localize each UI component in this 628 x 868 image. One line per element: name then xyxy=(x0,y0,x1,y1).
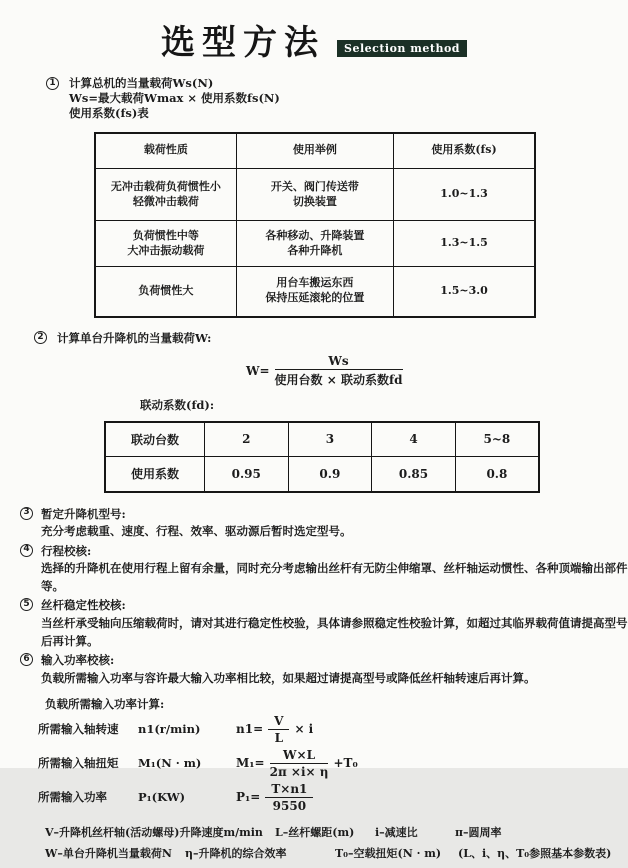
cell-load-nature: 负荷惯性大 xyxy=(95,267,236,317)
cell-units-value: 4 xyxy=(372,422,456,457)
col-header-usage-example: 使用举例 xyxy=(236,133,393,169)
cell-line: 开关、阀门传送带 xyxy=(270,179,359,193)
fraction-numerator: V xyxy=(268,714,289,730)
cell-usage-example xyxy=(236,221,393,267)
section-1-table-caption: 使用系数(fs)表 xyxy=(69,106,149,121)
section-2-heading xyxy=(34,330,628,346)
formula-lhs: n1= xyxy=(236,722,264,737)
cell-load-nature xyxy=(95,169,236,221)
cell-usage-example xyxy=(236,267,393,317)
table-row xyxy=(105,457,539,492)
legend-item-l: L–丝杆螺距(m) xyxy=(275,826,355,840)
cell-line: 切换装置 xyxy=(292,194,337,208)
cell-factor-value: 0.85 xyxy=(372,457,456,492)
section-6 xyxy=(20,652,628,687)
col-header-load-nature: 载荷性质 xyxy=(95,133,236,169)
cell-units-value: 5~8 xyxy=(455,422,539,457)
power-label: 所需输入功率 xyxy=(38,790,107,805)
cell-line: 各种升降机 xyxy=(287,243,343,257)
service-factor-table xyxy=(94,132,536,318)
cell-factor-value: 0.9 xyxy=(288,457,372,492)
power-formula xyxy=(236,782,318,813)
cell-line: 无冲击载荷负荷惯性小 xyxy=(110,179,221,193)
power-symbol: P₁(KW) xyxy=(138,790,186,805)
legend-item-reference-note: (L、i、η、T₀参照基本参数表) xyxy=(458,847,612,861)
fraction-numerator: Ws xyxy=(275,354,403,370)
cell-line: 各种移动、升降装置 xyxy=(265,228,365,242)
col-header-service-factor: 使用系数(fs) xyxy=(394,133,536,169)
circled-number-3: 3 xyxy=(20,507,33,520)
cell-line: 轻微冲击载荷 xyxy=(132,194,199,208)
fraction-denominator: 2π ×i× η xyxy=(269,764,329,779)
symbol-legend xyxy=(0,824,628,868)
formula-lhs: M₁= xyxy=(236,756,265,771)
section-body: 选择的升降机在使用行程上留有余量，同时充分考虑输出丝杆有无防尘伸缩罩、丝杆轴运动惯性、各种顶端输出部件等。 xyxy=(41,560,628,593)
section-title: 暂定升降机型号: xyxy=(41,506,126,521)
power-row-torque xyxy=(38,746,628,780)
selection-method-badge: Selection method xyxy=(337,40,467,57)
legend-item-i: i–减速比 xyxy=(375,826,418,840)
fraction-denominator: 9550 xyxy=(272,798,307,813)
table-row xyxy=(95,267,535,317)
cell-factor-value: 0.95 xyxy=(204,457,288,492)
circled-number-6: 6 xyxy=(20,653,33,666)
cell-factor-value: 1.5~3.0 xyxy=(394,267,536,317)
header xyxy=(0,0,628,63)
section-1-title: 计算总机的当量载荷Ws(N) xyxy=(69,76,214,90)
legend-item-pi: π–圆周率 xyxy=(455,826,502,840)
equivalent-load-formula xyxy=(246,354,628,388)
fraction-denominator: L xyxy=(274,730,284,745)
fraction-numerator: T×n1 xyxy=(265,782,313,798)
fraction xyxy=(270,748,329,779)
formula-suffix: × i xyxy=(294,722,314,737)
section-title: 输入功率校核: xyxy=(41,653,115,668)
legend-item-v: V–升降机丝杆轴(活动螺母)升降速度m/min xyxy=(45,826,263,840)
coupling-factor-label: 联动系数(fd): xyxy=(140,397,215,412)
formula-suffix: +T₀ xyxy=(333,756,358,771)
section-1-heading xyxy=(46,76,628,91)
table-row xyxy=(95,169,535,221)
circled-number-2: 2 xyxy=(34,331,47,344)
section-body: 充分考虑载重、速度、行程、效率、驱动源后暂时选定型号。 xyxy=(41,523,352,538)
power-symbol: n1(r/min) xyxy=(138,722,201,737)
page-title: 选型方法 xyxy=(161,23,325,63)
cell-line: 用台车搬运东西 xyxy=(276,276,354,290)
cell-line: 负荷惯性中等 xyxy=(132,228,199,242)
cell-factor-label: 使用系数 xyxy=(105,457,204,492)
cell-units-value: 2 xyxy=(204,422,288,457)
formula-lhs: W= xyxy=(246,363,270,378)
fraction xyxy=(275,354,403,388)
legend-item-w: W–单台升降机当量载荷N xyxy=(45,847,172,861)
table-header-row xyxy=(95,133,535,169)
cell-line: 保持压延滚轮的位置 xyxy=(265,291,365,305)
power-calc-title: 负载所需输入功率计算: xyxy=(45,697,165,712)
section-3 xyxy=(20,506,628,541)
sections-3-6 xyxy=(20,506,628,688)
cell-factor-value: 0.8 xyxy=(455,457,539,492)
circled-number-1: 1 xyxy=(46,77,59,90)
section-title: 行程校核: xyxy=(41,543,92,558)
section-body: 负载所需输入功率与容许最大输入功率相比较，如果超过请提高型号或降低丝杆轴转速后再计算。 xyxy=(41,670,536,685)
section-body: 当丝杆承受轴向压缩载荷时，请对其进行稳定性校验，具体请参照稳定性校验计算，如超过其临界载荷值请提高型号后再计算。 xyxy=(41,615,628,648)
legend-item-t0: T₀–空载扭矩(N · m) xyxy=(335,847,442,861)
cell-factor-value: 1.0~1.3 xyxy=(394,169,536,221)
torque-formula xyxy=(236,748,358,779)
table-row xyxy=(95,221,535,267)
cell-units-label: 联动台数 xyxy=(105,422,204,457)
fraction xyxy=(265,782,313,813)
section-title: 丝杆稳定性校核: xyxy=(41,598,126,613)
circled-number-5: 5 xyxy=(20,598,33,611)
fraction-denominator: 使用台数 × 联动系数fd xyxy=(274,372,403,387)
cell-factor-value: 1.3~1.5 xyxy=(394,221,536,267)
power-row-power xyxy=(38,780,628,814)
cell-usage-example xyxy=(236,169,393,221)
section-1 xyxy=(46,76,628,122)
power-row-speed xyxy=(38,712,628,746)
section-4 xyxy=(20,543,628,596)
fraction-numerator: W×L xyxy=(270,748,329,764)
section-1-formula-text: Ws=最大载荷Wmax × 使用系数fs(N) xyxy=(69,91,280,106)
legend-item-eta: η–升降机的综合效率 xyxy=(185,847,287,861)
power-symbol: M₁(N · m) xyxy=(138,756,202,771)
table-row xyxy=(105,422,539,457)
section-2-title: 计算单台升降机的当量载荷W: xyxy=(57,330,212,345)
cell-line: 大冲击振动载荷 xyxy=(127,243,205,257)
cell-units-value: 3 xyxy=(288,422,372,457)
speed-formula xyxy=(236,714,313,745)
cell-load-nature xyxy=(95,221,236,267)
section-5 xyxy=(20,597,628,650)
power-label: 所需输入轴转速 xyxy=(38,722,119,737)
section-heading xyxy=(20,652,628,669)
coupling-factor-table xyxy=(104,421,540,493)
circled-number-4: 4 xyxy=(20,544,33,557)
section-heading xyxy=(20,597,628,614)
fraction xyxy=(268,714,289,745)
formula-lhs: P₁= xyxy=(236,790,261,805)
power-label: 所需输入轴扭矩 xyxy=(38,756,119,771)
section-heading xyxy=(20,506,628,523)
section-heading xyxy=(20,543,628,560)
